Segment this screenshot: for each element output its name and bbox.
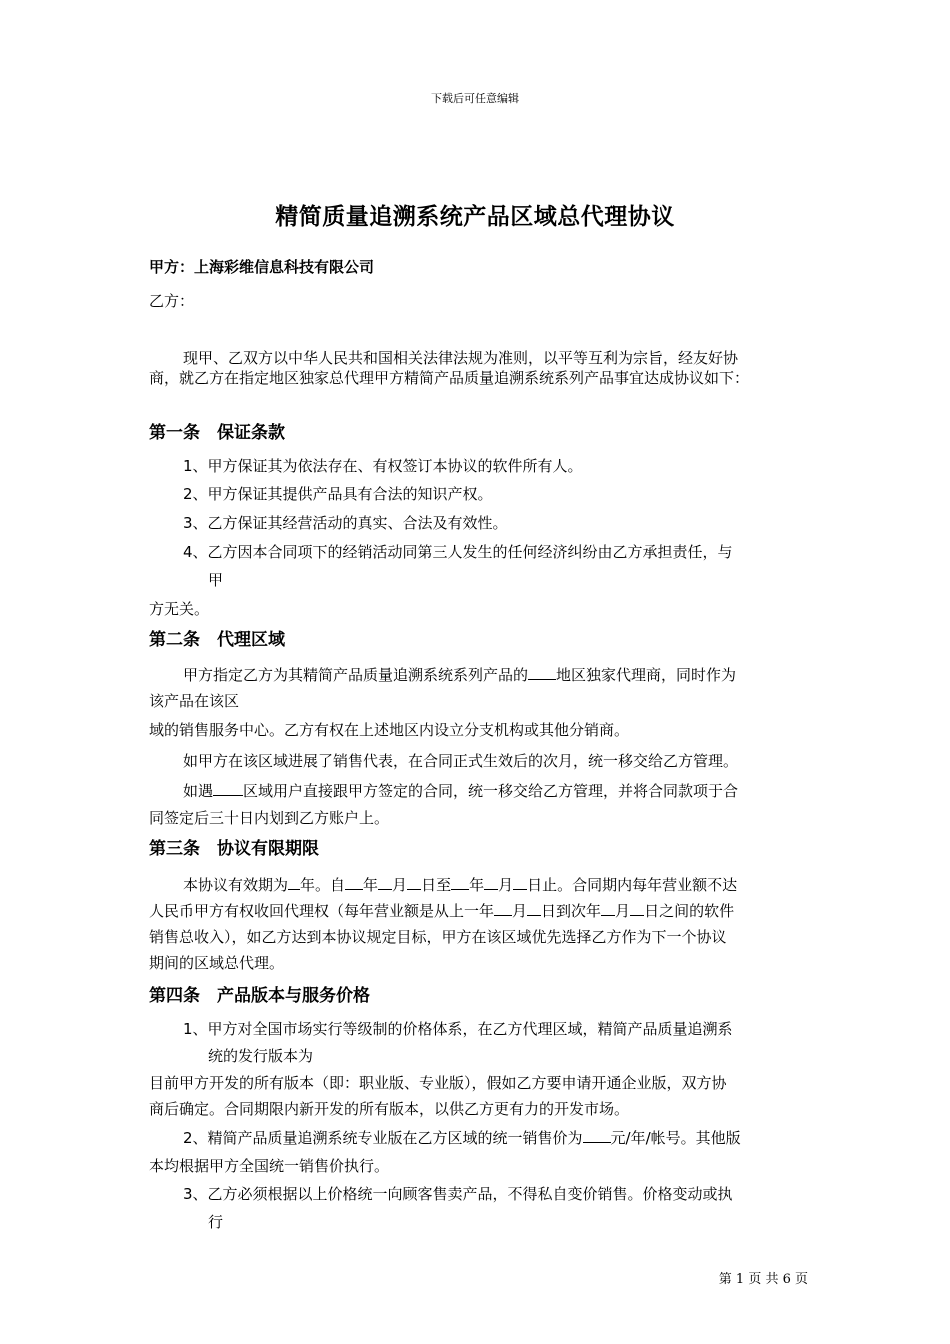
article-2-p1-line1	[149, 662, 809, 688]
article-4-item-1-line1: 1、甲方对全国市场实行等级制的价格体系，在乙方代理区域，精简产品质量追溯系	[183, 1020, 733, 1038]
article-2-p3-a: 如遇	[183, 782, 214, 800]
text-span: 日至	[421, 876, 452, 894]
blank-field	[513, 875, 527, 890]
article-3-line3: 销售总收入），如乙方达到本协议规定目标，甲方在该区域优先选择乙方作为下一个协议	[149, 928, 727, 946]
article-3-heading: 第三条 协议有限期限	[149, 839, 319, 859]
text-span: 月	[615, 902, 631, 920]
article-3-body	[149, 872, 809, 976]
page-number: 第 1 页 共 6 页	[718, 1272, 808, 1287]
intro-paragraph	[149, 348, 809, 388]
article-1-item-4-cont: 甲	[208, 571, 224, 589]
intro-line-2: 商，就乙方在指定地区独家总代理甲方精简产品质量追溯系统系列产品事宜达成协议如下：	[149, 369, 750, 387]
party-b: 乙方：	[149, 292, 195, 310]
article-3	[149, 836, 809, 862]
blank-field	[345, 875, 363, 890]
blank-field	[288, 875, 300, 890]
article-1-heading: 第一条 保证条款	[149, 423, 285, 443]
article-1-item-4-text: 4、乙方因本合同项下的经销活动同第三人发生的任何经济纠纷由乙方承担责任，与	[183, 543, 733, 561]
article-2	[149, 627, 809, 653]
article-3-line2	[149, 898, 809, 924]
text-span: 月	[392, 876, 408, 894]
text-span: 年	[469, 876, 485, 894]
text-span: 日止。合同期内每年营业额不达	[527, 876, 738, 894]
text-span: 年	[363, 876, 379, 894]
article-4-item-2-line1	[149, 1122, 809, 1154]
text-span: 月	[498, 876, 514, 894]
article-4-item-3-wrap	[149, 1210, 809, 1234]
text-span: 2、精简产品质量追溯系统专业版在乙方区域的统一销售价为	[183, 1129, 583, 1147]
article-2-body	[149, 662, 809, 830]
article-1-item-2: 2、甲方保证其提供产品具有合法的知识产权。	[183, 485, 493, 503]
party-a: 甲方：上海彩维信息科技有限公司	[149, 258, 375, 276]
article-2-p2: 如甲方在该区域进展了销售代表，在合同正式生效后的次月，统一移交给乙方管理。	[183, 752, 739, 770]
text-span: 月	[512, 902, 528, 920]
blank-field	[601, 901, 615, 916]
header-note: 下载后可任意编辑	[431, 92, 519, 105]
text-span: 本协议有效期为	[183, 876, 289, 894]
article-2-p3-b: 区域用户直接跟甲方签定的合同，统一移交给乙方管理，并将合同款项于合	[243, 782, 739, 800]
blank-field	[451, 875, 469, 890]
blank-field	[527, 901, 541, 916]
article-4	[149, 983, 809, 1009]
text-span: 年。自	[300, 876, 346, 894]
article-3-line1	[149, 872, 809, 898]
blank-field	[378, 875, 392, 890]
article-4-item-3-cont: 行	[208, 1213, 224, 1231]
article-4-item-1-line3: 目前甲方开发的所有版本（即：职业版、专业版），假如乙方要申请开通企业版，双方协	[149, 1074, 727, 1092]
article-2-p1-line3: 域的销售服务中心。乙方有权在上述地区内设立分支机构或其他分销商。	[149, 721, 630, 739]
article-4-heading: 第四条 产品版本与服务价格	[149, 986, 370, 1006]
text-span: 日到次年	[541, 902, 602, 920]
article-2-p1-a: 甲方指定乙方为其精简产品质量追溯系统系列产品的	[183, 666, 529, 684]
blank-field	[630, 901, 644, 916]
text-span: 人民币甲方有权收回代理权（每年营业额是从上一年	[149, 902, 495, 920]
blank-field	[484, 875, 498, 890]
article-3-line4: 期间的区域总代理。	[149, 954, 285, 972]
article-2-p3-line2: 同签定后三十日内划到乙方账户上。	[149, 809, 390, 827]
article-1-item-4-end: 方无关。	[149, 600, 210, 618]
article-4-body	[149, 1016, 809, 1234]
article-2-p3-line1	[149, 776, 809, 806]
article-2-heading: 第二条 代理区域	[149, 630, 285, 650]
article-1-items	[149, 452, 809, 625]
article-4-item-1-wrap	[149, 1042, 809, 1070]
article-2-p1-b: 地区独家代理商，同时作为	[556, 666, 737, 684]
article-4-item-1-line4: 商后确定。合同期限内新开发的所有版本，以供乙方更有力的开发市场。	[149, 1100, 630, 1118]
blank-field	[583, 1128, 611, 1143]
blank-field	[494, 901, 512, 916]
intro-line-1: 现甲、乙双方以中华人民共和国相关法律法规为准则，以平等互利为宗旨，经友好协	[183, 349, 739, 367]
blank-field	[407, 875, 421, 890]
article-1-item-4-wrap	[149, 567, 809, 593]
article-4-item-1-cont: 统的发行版本为	[208, 1047, 314, 1065]
article-4-item-2-line2: 本均根据甲方全国统一销售价执行。	[149, 1157, 390, 1175]
article-1-item-4	[149, 538, 809, 567]
text-span: 元/年/帐号。其他版	[610, 1129, 741, 1147]
article-2-p1-line2: 该产品在该区	[149, 692, 240, 710]
article-1	[149, 420, 809, 446]
article-1-item-3: 3、乙方保证其经营活动的真实、合法及有效性。	[183, 514, 508, 532]
blank-field	[528, 665, 556, 680]
article-4-item-3-line1: 3、乙方必须根据以上价格统一向顾客售卖产品，不得私自变价销售。价格变动或执	[183, 1185, 733, 1203]
article-1-item-1: 1、甲方保证其为依法存在、有权签订本协议的软件所有人。	[183, 457, 583, 475]
text-span: 日之间的软件	[644, 902, 735, 920]
blank-field	[213, 781, 243, 796]
document-title: 精简质量追溯系统产品区域总代理协议	[275, 204, 675, 230]
